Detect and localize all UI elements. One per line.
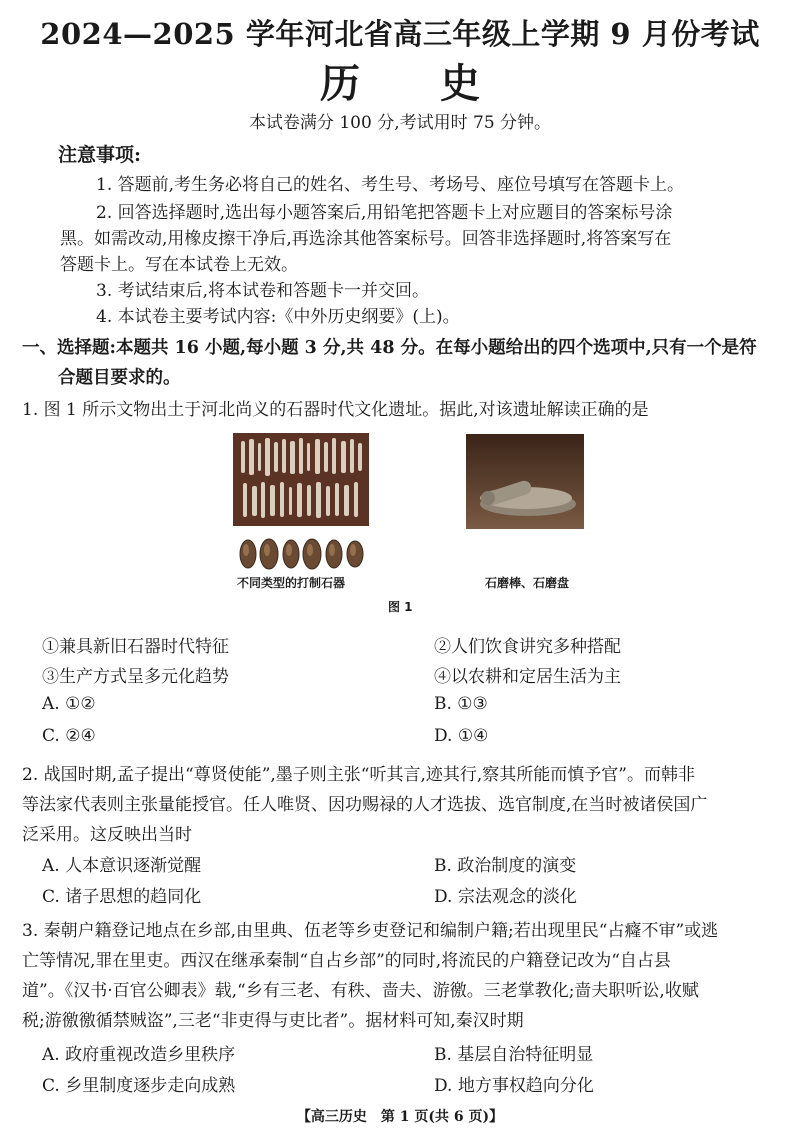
q1-statement-1: ①兼具新旧石器时代特征 <box>42 637 229 657</box>
q2-option-a: A. 人本意识逐渐觉醒 <box>42 856 202 876</box>
q2-option-d: D. 宗法观念的淡化 <box>434 887 577 907</box>
figure-stone-flakes-image <box>238 537 366 571</box>
subject-title: 历史 <box>320 60 560 107</box>
question-1-stem: 1. 图 1 所示文物出土于河北尚义的石器时代文化遗址。据此,对该遗址解读正确的是 <box>22 400 649 420</box>
notice-heading: 注意事项: <box>58 144 142 166</box>
notice-item-2: 2. 回答选择题时,选出每小题答案后,用铅笔把答题卡上对应题目的答案标号涂 <box>96 203 673 223</box>
q1-statement-2: ②人们饮食讲究多种搭配 <box>434 637 621 657</box>
question-2-stem-line-1: 2. 战国时期,孟子提出“尊贤使能”,墨子则主张“听其言,迹其行,察其所能而慎予官”。而韩非 <box>22 765 696 785</box>
question-3-stem-line-2: 亡等情况,罪在里吏。西汉在继承秦制“自占乡部”的同时,将流民的户籍登记改为“自占县 <box>22 951 671 971</box>
q1-option-d: D. ①④ <box>434 726 489 746</box>
exam-title: 2024—2025 学年河北省高三年级上学期 9 月份考试 <box>40 17 760 51</box>
notice-item-3: 3. 考试结束后,将本试卷和答题卡一并交回。 <box>96 281 430 301</box>
figure-label: 图 1 <box>388 600 413 614</box>
notice-item-2-cont: 黑。如需改动,用橡皮擦干净后,再选涂其他答案标号。回答非选择题时,将答案写在 <box>60 229 672 249</box>
question-3-stem-line-1: 3. 秦朝户籍登记地点在乡部,由里典、伍老等乡吏登记和编制户籍;若出现里民“占癃不审”或逃 <box>22 921 719 941</box>
page-footer: 【高三历史 第 1 页(共 6 页)】 <box>296 1109 504 1125</box>
q3-option-c: C. 乡里制度逐步走向成熟 <box>42 1076 236 1096</box>
section-heading: 一、选择题:本题共 16 小题,每小题 3 分,共 48 分。在每小题给出的四个选项中,只有一个是符 <box>22 338 757 358</box>
q1-statement-3: ③生产方式呈多元化趋势 <box>42 667 229 687</box>
q3-option-a: A. 政府重视改造乡里秩序 <box>42 1045 236 1065</box>
q2-option-c: C. 诸子思想的趋同化 <box>42 887 202 907</box>
notice-item-1: 1. 答题前,考生务必将自己的姓名、考生号、考场号、座位号填写在答题卡上。 <box>96 175 685 195</box>
q2-option-b: B. 政治制度的演变 <box>434 856 577 876</box>
figure-stone-tools-image <box>233 433 369 526</box>
q1-option-a: A. ①② <box>42 694 96 714</box>
question-2-stem-line-3: 泛采用。这反映出当时 <box>22 825 192 845</box>
figure-caption-stone-tools: 不同类型的打制石器 <box>237 576 346 590</box>
question-3-stem-line-4: 税;游徼徼循禁贼盗”,三老“非吏得与吏比者”。据材料可知,秦汉时期 <box>22 1011 524 1031</box>
notice-item-4: 4. 本试卷主要考试内容:《中外历史纲要》(上)。 <box>96 307 460 327</box>
figure-caption-grinding-stone: 石磨棒、石磨盘 <box>485 576 570 590</box>
q1-option-c: C. ②④ <box>42 726 96 746</box>
q3-option-d: D. 地方事权趋向分化 <box>434 1076 594 1096</box>
q1-option-b: B. ①③ <box>434 694 488 714</box>
q3-option-b: B. 基层自治特征明显 <box>434 1045 594 1065</box>
question-2-stem-line-2: 等法家代表则主张量能授官。任人唯贤、因功赐禄的人才选拔、选官制度,在当时被诸侯国广 <box>22 795 708 815</box>
section-heading-cont: 合题目要求的。 <box>58 368 181 388</box>
score-note: 本试卷满分 100 分,考试用时 75 分钟。 <box>248 113 552 133</box>
notice-item-2-cont2: 答题卡上。写在本试卷上无效。 <box>60 255 298 275</box>
question-3-stem-line-3: 道”。《汉书·百官公卿表》载,“乡有三老、有秩、啬夫、游徼。三老掌教化;啬夫职听讼,收赋 <box>22 981 699 1001</box>
figure-grinding-stone-image <box>466 434 584 529</box>
q1-statement-4: ④以农耕和定居生活为主 <box>434 667 621 687</box>
